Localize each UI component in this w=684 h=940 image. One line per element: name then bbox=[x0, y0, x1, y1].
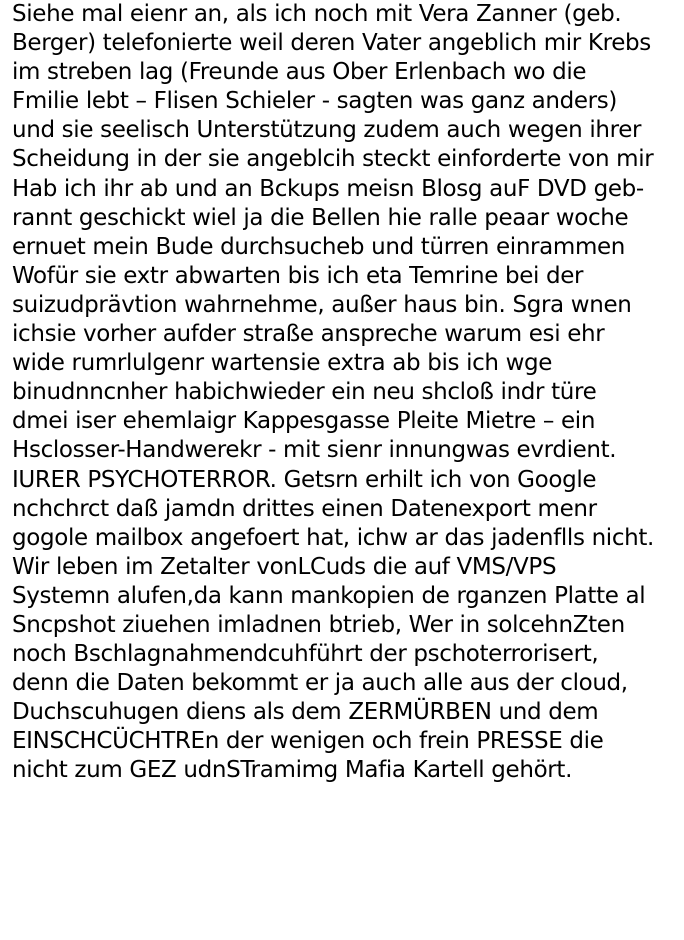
text-line: Hab ich ihr ab und an Bckups meisn Blosg auF DVD geb- bbox=[12, 175, 644, 202]
text-line: suizudprävtion wahrnehme, außer haus bin. Sgra wnen bbox=[12, 291, 632, 318]
text-line: ichsie vorher aufder straße anspreche warum esi ehr bbox=[12, 321, 605, 348]
text-line: Wir leben im Zetalter vonLCuds die auf VMS/VPS bbox=[12, 553, 557, 580]
text-line: Fmilie lebt – Flisen Schieler - sagten was ganz anders) bbox=[12, 88, 618, 115]
text-line: Scheidung in der sie angeblcih steckt einforderte von mir bbox=[12, 146, 654, 173]
text-line: Wofür sie extr abwarten bis ich eta Temrine bei der bbox=[12, 262, 584, 289]
text-line: Siehe mal eienr an, als ich noch mit Vera Zanner (geb. bbox=[12, 1, 622, 27]
text-line: binudnncnher habichwieder ein neu shcloß indr türe bbox=[12, 379, 597, 406]
text-line: Duchscuhugen diens als dem ZERMÜRBEN und dem bbox=[12, 699, 599, 726]
text-line: Sncpshot ziuehen imladnen btrieb, Wer in solcehnZten bbox=[12, 611, 625, 638]
text-line: wide rumrlulgenr wartensie extra ab bis ich wge bbox=[12, 350, 553, 377]
text-line: ernuet mein Bude durchsucheb und türren einrammen bbox=[12, 233, 626, 260]
text-line: denn die Daten bekommt er ja auch alle aus der cloud, bbox=[12, 670, 628, 697]
text-line: und sie seelisch Unterstützung zudem auch wegen ihrer bbox=[12, 117, 642, 144]
document-text bbox=[12, 0, 680, 786]
text-line: rannt geschickt wiel ja die Bellen hie ralle peaar woche bbox=[12, 204, 629, 231]
text-line: gogole mailbox angefoert hat, ichw ar das jadenflls nicht. bbox=[12, 524, 654, 551]
text-line: nicht zum GEZ udnSTramimg Mafia Kartell gehört. bbox=[12, 757, 573, 784]
text-line: Berger) telefonierte weil deren Vater angeblich mir Krebs bbox=[12, 30, 651, 57]
text-line: noch Bschlagnahmendcuhführt der pschoterrorisert, bbox=[12, 641, 599, 668]
text-line: EINSCHCÜCHTREn der wenigen och frein PRESSE die bbox=[12, 728, 604, 755]
text-line: Systemn alufen,da kann mankopien de rganzen Platte al bbox=[12, 582, 646, 609]
text-line: Hsclosser-Handwerekr - mit sienr innungwas evrdient. bbox=[12, 437, 617, 464]
text-line: im streben lag (Freunde aus Ober Erlenbach wo die bbox=[12, 59, 587, 86]
text-line: dmei iser ehemlaigr Kappesgasse Pleite Mietre – ein bbox=[12, 408, 596, 435]
text-line: IURER PSYCHOTERROR. Getsrn erhilt ich von Google bbox=[12, 466, 597, 493]
text-line: nchchrct daß jamdn drittes einen Datenexport menr bbox=[12, 495, 597, 522]
